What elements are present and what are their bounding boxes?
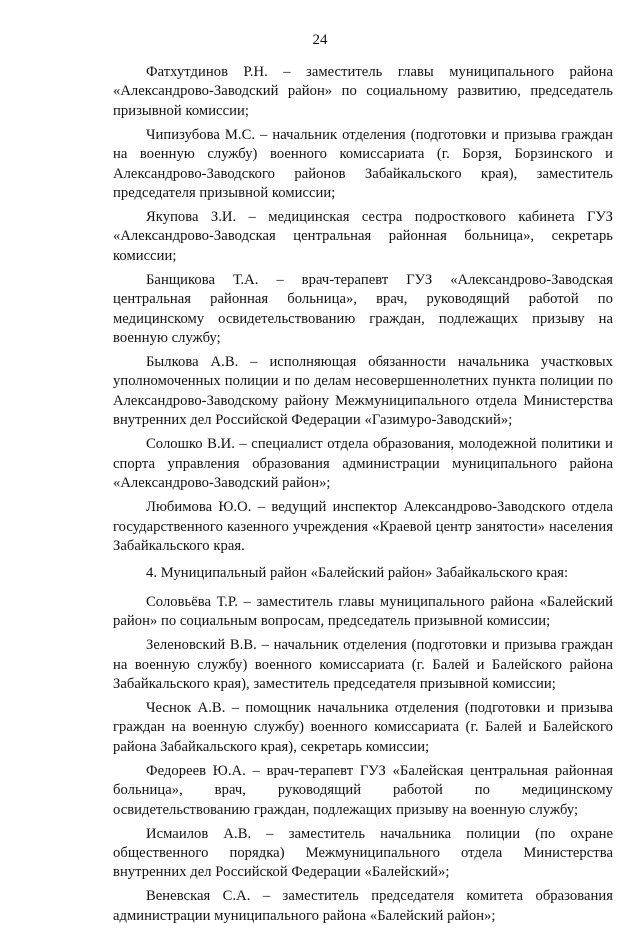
page-number: 24 xyxy=(312,32,328,48)
paragraph-member-zelenovsky: Зеленовский В.В. – начальник отделения (подготовки и призыва граждан на военную службу) военного комиссариата (г. Балей и Балейского района Забайкальского края), заместитель председателя призывной комиссии; xyxy=(113,637,613,692)
paragraph-member-venevskaya: Веневская С.А. – заместитель председателя комитета образования администрации муниципального района «Балейский район»; xyxy=(113,888,613,924)
paragraph-member-fedoreev: Федореев Ю.А. – врач-терапевт ГУЗ «Балейская центральная районная больница», врач, руководящий работой по медицинскому освидетельствованию граждан, подлежащих призыву на военную службу; xyxy=(113,762,613,818)
paragraph-member-banshchikova: Банщикова Т.А. – врач-терапевт ГУЗ «Александрово-Заводская центральная районная больница», врач, руководящий работой по медицинскому освидетельствованию граждан, подлежащих призыву на военную службу; xyxy=(113,271,613,347)
paragraph-member-fatkhutdinov: Фатхутдинов Р.Н. – заместитель главы муниципального района «Александрово-Заводский район» по социальному развитию, председатель призывной комиссии; xyxy=(113,64,613,119)
document-body xyxy=(113,63,613,931)
paragraph-member-chipizubova: Чипизубова М.С. – начальник отделения (подготовки и призыва граждан на военную службу) военного комиссариата (г. Борзя, Борзинского и Александрово-Заводского районов Забайкальского края), заместитель председателя призывной комиссии; xyxy=(113,126,613,202)
paragraph-member-soloshko: Солошко В.И. – специалист отдела образования, молодежной политики и спорта управления образования администрации муниципального района «Александрово-Заводский район»; xyxy=(113,436,613,492)
paragraph-member-bylkova: Былкова А.В. – исполняющая обязанности начальника участковых уполномоченных полиции и по делам несовершеннолетних пункта полиции по Александрово-Заводскому району Межмуниципального отдела Министерства внутренних дел Российской Федерации «Газимуро-Заводский»; xyxy=(113,354,613,429)
paragraph-member-lyubimova: Любимова Ю.О. – ведущий инспектор Александрово-Заводского отдела государственного казенного учреждения «Краевой центр занятости» населения Забайкальского края. xyxy=(113,499,613,554)
paragraph-member-ismailov: Исмаилов А.В. – заместитель начальника полиции (по охране общественного порядка) Межмуниципального отдела Министерства внутренних дел Российской Федерации «Балейский»; xyxy=(113,825,613,881)
paragraph-member-chesnok: Чеснок А.В. – помощник начальника отделения (подготовки и призыва граждан на военную службу) военного комиссариата (г. Балей и Балейского района Забайкальского края), секретарь комиссии; xyxy=(113,699,613,755)
paragraph-member-yakupova: Якупова З.И. – медицинская сестра подросткового кабинета ГУЗ «Александрово-Заводская центральная районная больница», секретарь комиссии; xyxy=(113,209,613,264)
section-heading-baleysky: 4. Муниципальный район «Балейский район» Забайкальского края: xyxy=(146,565,569,582)
paragraph-member-solovyova: Соловьёва Т.Р. – заместитель главы муниципального района «Балейский район» по социальным вопросам, председатель призывной комиссии; xyxy=(113,593,613,630)
